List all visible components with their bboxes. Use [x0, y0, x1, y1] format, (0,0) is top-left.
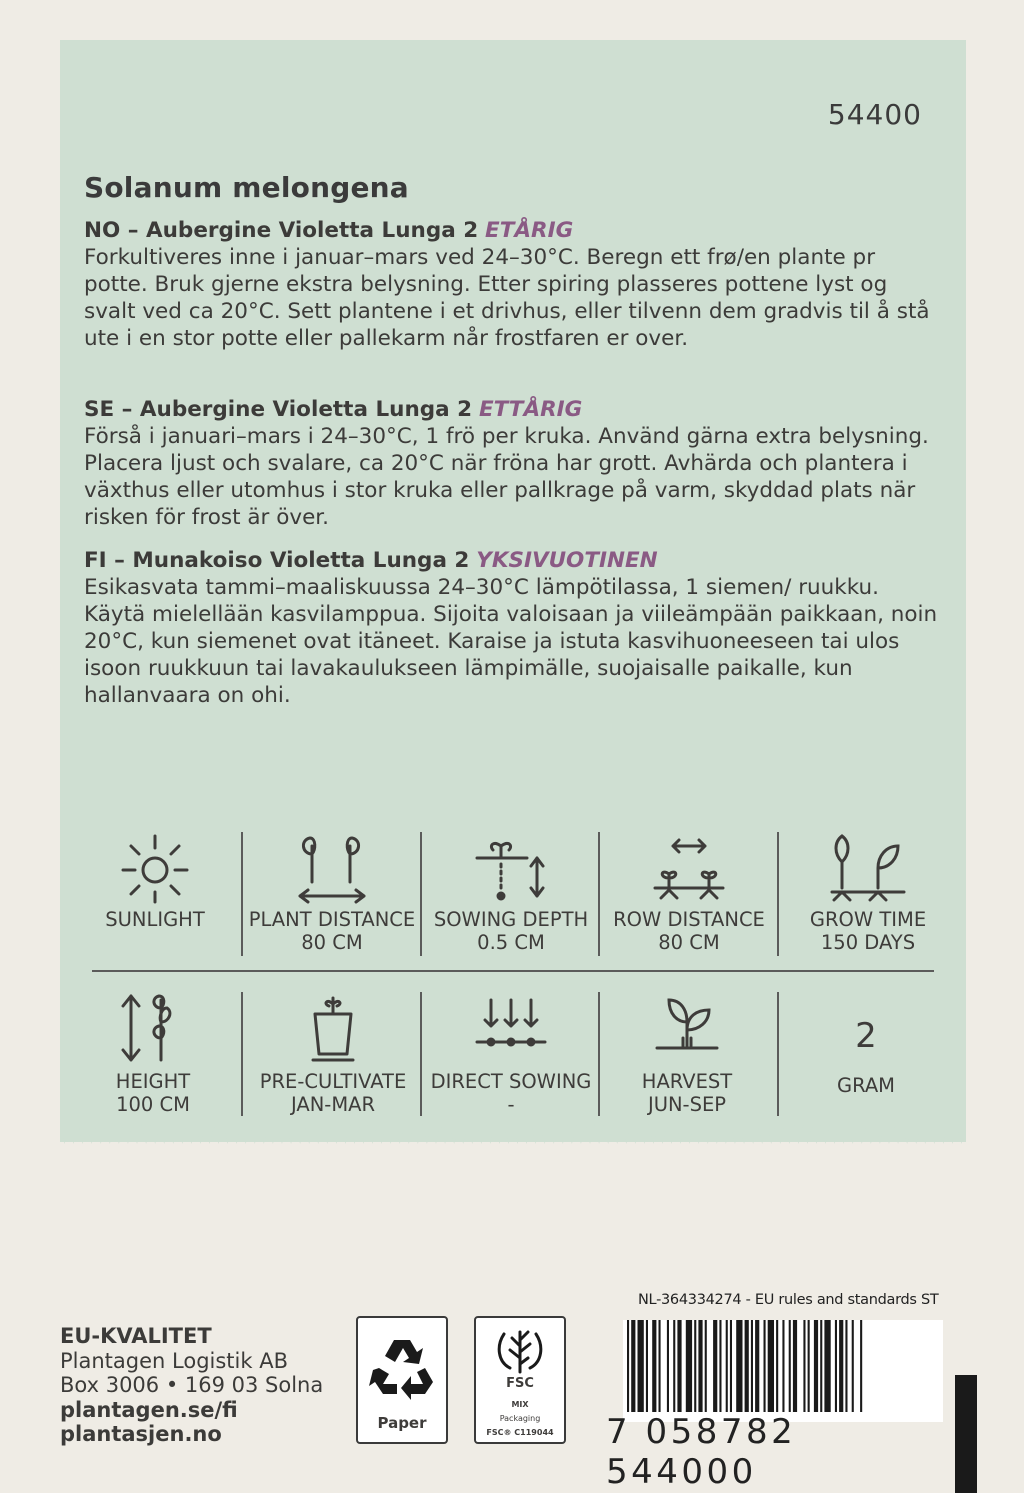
info-value: 0.5 CM: [477, 931, 545, 954]
company-address: Box 3006 • 169 03 Solna: [60, 1373, 324, 1397]
info-value: 80 CM: [658, 931, 720, 954]
barcode-bar: [803, 1320, 805, 1412]
info-grow-time: [779, 832, 957, 954]
website-link[interactable]: plantagen.se/fi: [60, 1397, 238, 1422]
barcode-bar: [782, 1320, 784, 1412]
barcode-bar: [755, 1320, 759, 1412]
barcode-bar: [764, 1320, 766, 1412]
info-value: 80 CM: [301, 931, 363, 954]
barcode-bar: [694, 1320, 696, 1412]
sowing-depth-icon: [471, 832, 551, 904]
info-row-distance: [600, 832, 778, 954]
barcode-bar: [751, 1320, 753, 1412]
info-label: GRAM: [836, 1074, 896, 1097]
barcode-bar: [631, 1320, 635, 1412]
info-harvest: [598, 992, 776, 1116]
info-value: JUN-SEP: [647, 1093, 727, 1116]
barcode-bar: [814, 1320, 818, 1412]
fsc-license: FSC® C119044: [486, 1428, 554, 1437]
barcode-bar: [677, 1320, 681, 1412]
section-tag: ETTÅRIG: [478, 397, 583, 422]
section-heading: FI – Munakoiso Violetta Lunga 2: [84, 548, 470, 573]
barcode-bar: [627, 1320, 629, 1412]
barcode-bar: [730, 1320, 732, 1412]
info-label: GROW TIME: [809, 908, 927, 931]
barcode-bar: [835, 1320, 837, 1412]
quality-title: EU-KVALITET: [60, 1324, 212, 1348]
section-fi: [84, 547, 944, 709]
info-direct-sowing: [422, 992, 600, 1116]
barcode-bar: [719, 1320, 721, 1412]
company-name: Plantagen Logistik AB: [60, 1348, 288, 1373]
section-body: Esikasvata tammi–maaliskuussa 24–30°C lämpötilassa, 1 siemen/ ruukku. Käytä mielellään kasvilamppua. Sijoita valoisaan ja viileämpään paikkaan, noin 20°C, kun siemenet ovat itäneet. Karaise ja istuta kasvihuoneeseen tai ulos isoon ruukkuun tai lavakaulukseen lämpimälle, suojaisalle paikalle, kun hallanvaara on ohi.: [84, 575, 938, 708]
barcode-bar: [808, 1320, 810, 1412]
barcode-digits: 7 058782 544000: [606, 1412, 797, 1492]
barcode-bar: [686, 1320, 692, 1412]
section-se: [84, 396, 944, 531]
section-heading: SE – Aubergine Violetta Lunga 2: [84, 397, 473, 422]
section-body: Förså i januari–mars i 24–30°C, 1 frö per kruka. Använd gärna extra belysning. Placera ljust och svalare, ca 20°C när fröna har grott. Avhärda och plantera i växthus eller utomhus i stor kruka eller pallkrage på varm, skyddad plats när risken för frost är över.: [84, 424, 929, 530]
barcode-bar: [793, 1320, 797, 1412]
barcode-bar: [860, 1320, 862, 1412]
edge-mark: [955, 1375, 977, 1493]
barcode-bar: [713, 1320, 717, 1412]
fsc-badge: [474, 1316, 566, 1444]
product-code: 54400: [827, 98, 922, 131]
barcode-bar: [839, 1320, 843, 1412]
barcode-bar: [745, 1320, 749, 1412]
info-height: [64, 992, 242, 1116]
latin-name: Solanum melongena: [84, 171, 409, 204]
barcode-bar: [659, 1320, 661, 1412]
barcode-bar: [726, 1320, 728, 1412]
info-sowing-depth: [422, 832, 600, 954]
barcode-caption: NL-364334274 - EU rules and standards ST: [638, 1292, 939, 1308]
height-icon: [113, 992, 193, 1064]
info-label: SOWING DEPTH: [433, 908, 589, 931]
section-body: Forkultiveres inne i januar–mars ved 24–30°C. Beregn ett frø/en plante pr potte. Bruk gjerne ekstra belysning. Etter spiring plasseres pottene lyst og svalt ved ca 20°C. Sett plantene i et drivhus, eller tilvenn dem gradvis til å stå ute i en stor potte eller pallekarm når frostfaren er over.: [84, 245, 930, 351]
barcode-bar: [852, 1320, 854, 1412]
info-label: PLANT DISTANCE: [248, 908, 416, 931]
barcode-bar: [776, 1320, 778, 1412]
barcode-bar: [698, 1320, 702, 1412]
plant-distance-icon: [292, 832, 372, 904]
fsc-mix: MIX: [511, 1400, 529, 1409]
barcode-bar: [845, 1320, 847, 1412]
zigzag-edge: [60, 1124, 966, 1146]
barcode-bar: [736, 1320, 742, 1412]
section-tag: YKSIVUOTINEN: [476, 548, 658, 573]
barcode-bar: [652, 1320, 656, 1412]
info-value: JAN-MAR: [290, 1093, 376, 1116]
section-no: [84, 217, 944, 352]
barcode-bar: [705, 1320, 707, 1412]
barcode-bar: [667, 1320, 669, 1412]
row-distance-icon: [649, 832, 729, 904]
info-label: HEIGHT: [115, 1070, 191, 1093]
recycle-icon: [367, 1332, 437, 1402]
info-plant-distance: [243, 832, 421, 954]
website-link[interactable]: plantasjen.no: [60, 1422, 222, 1446]
company-info: [60, 1324, 323, 1447]
info-value: 150 DAYS: [820, 931, 916, 954]
barcode-bar: [768, 1320, 774, 1412]
barcode-bar: [646, 1320, 648, 1412]
info-sunlight: [66, 832, 244, 931]
fsc-tree-icon: [492, 1324, 548, 1378]
barcode-bar: [638, 1320, 644, 1412]
grow-time-icon: [828, 832, 908, 904]
info-pre-cultivate: [244, 992, 422, 1116]
barcode-bar: [673, 1320, 675, 1412]
info-gram: [777, 1004, 955, 1097]
barcode-bar: [824, 1320, 830, 1412]
info-label: DIRECT SOWING: [430, 1070, 592, 1093]
barcode-bar: [789, 1320, 791, 1412]
section-heading: NO – Aubergine Violetta Lunga 2: [84, 218, 479, 243]
barcode-bar: [820, 1320, 822, 1412]
sun-icon: [115, 832, 195, 904]
info-label: PRE-CULTIVATE: [259, 1070, 407, 1093]
info-label: ROW DISTANCE: [613, 908, 765, 931]
gram-value: 2: [855, 1016, 877, 1056]
divider: [92, 970, 934, 972]
info-value: -: [507, 1093, 515, 1116]
recycle-label: Paper: [377, 1414, 427, 1432]
fsc-logo-text: FSC: [506, 1376, 534, 1391]
section-tag: ETÅRIG: [485, 218, 574, 243]
info-value: 100 CM: [116, 1093, 190, 1116]
pot-icon: [293, 992, 373, 1064]
recycle-badge: [356, 1316, 448, 1444]
info-label: HARVEST: [641, 1070, 733, 1093]
barcode: [623, 1320, 943, 1422]
info-label: SUNLIGHT: [105, 908, 205, 931]
harvest-icon: [647, 992, 727, 1064]
direct-sowing-icon: [471, 992, 551, 1064]
fsc-packaging: Packaging: [499, 1414, 541, 1423]
